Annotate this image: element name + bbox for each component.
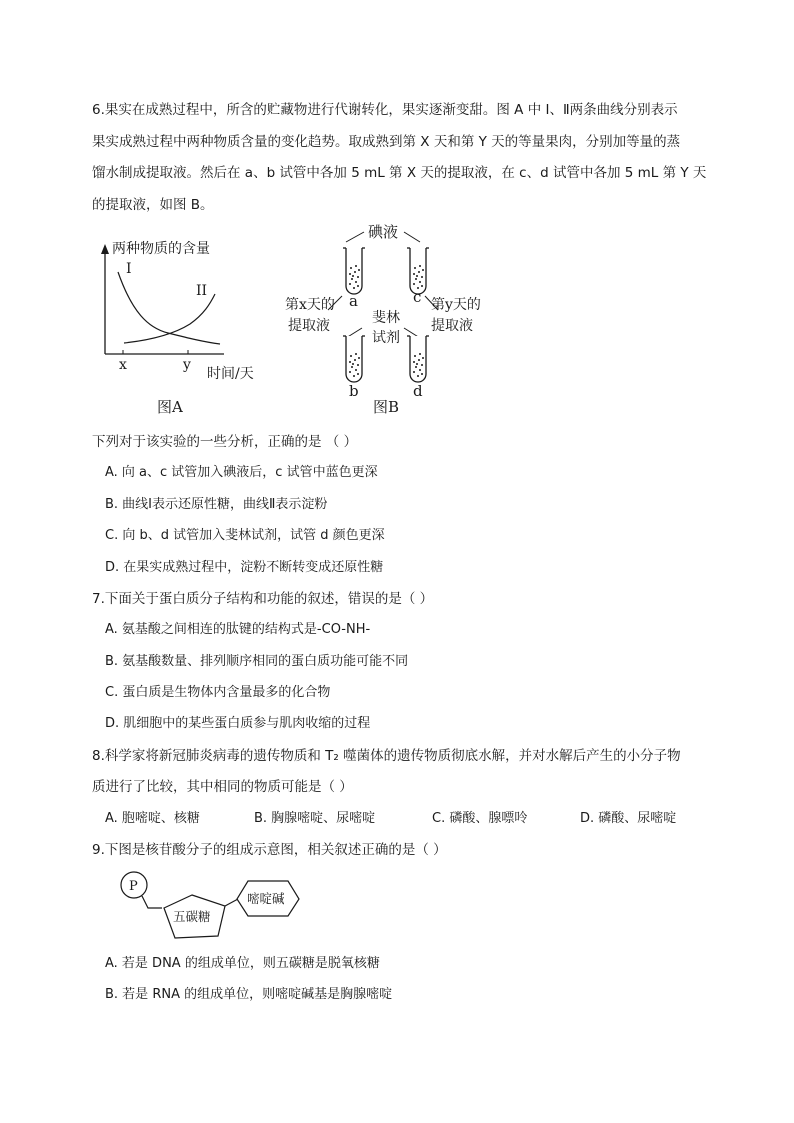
q9-stem: 9.下图是核苷酸分子的组成示意图，相关叙述正确的是（ ）: [92, 842, 447, 858]
q8-stem-line-1: 8.科学家将新冠肺炎病毒的遗传物质和 T₂ 噬菌体的遗传物质彻底水解，并对水解后产生的小分子物: [92, 748, 681, 764]
base-label: 嘧啶碱: [247, 891, 285, 906]
tube-d-label: d: [413, 382, 423, 400]
q7-option-a: A. 氨基酸之间相连的肽键的结构式是-CO-NH-: [105, 622, 371, 637]
fig-b-right-label-2: 提取液: [431, 318, 473, 334]
fig-b-left-label-1: 第x天的: [285, 297, 335, 313]
fig-a-tick-x-label: x: [119, 357, 127, 373]
tube-b-label: b: [349, 382, 359, 400]
fig-a-curve-1-label: I: [126, 261, 132, 277]
fig-b-mid-label-2: 试剂: [372, 330, 400, 346]
sugar-label: 五碳糖: [173, 909, 211, 924]
phosphate-label: P: [129, 879, 138, 894]
tube-a: [343, 248, 365, 294]
tube-a-label: a: [349, 292, 358, 310]
fig-a-y-arrow: [101, 244, 109, 254]
q7-option-d: D. 肌细胞中的某些蛋白质参与肌肉收缩的过程: [105, 716, 371, 731]
q6-line-1: 6.果实在成熟过程中，所含的贮藏物进行代谢转化，果实逐渐变甜。图 A 中 Ⅰ、Ⅱ两条曲线分别表示: [92, 102, 678, 118]
q7-option-b: B. 氨基酸数量、排列顺序相同的蛋白质功能可能不同: [105, 654, 409, 669]
base-bond: [225, 899, 238, 906]
q7-stem: 7.下面关于蛋白质分子结构和功能的叙述，错误的是（ ）: [92, 591, 434, 607]
fig-a-xlabel: 时间/天: [207, 366, 254, 382]
fig-a-ylabel: 两种物质的含量: [112, 241, 210, 257]
fig-a-curve-2: [124, 294, 215, 343]
q8-option-d: D. 磷酸、尿嘧啶: [580, 811, 677, 826]
fig-a-caption: 图A: [157, 398, 183, 416]
figure-b: [280, 218, 505, 418]
q7-option-c: C. 蛋白质是生物体内含量最多的化合物: [105, 685, 331, 700]
q6-line-2: 果实成熟过程中两种物质含量的变化趋势。取成熟到第 X 天和第 Y 天的等量果肉，分别加等量的蒸: [92, 134, 681, 150]
q6-option-b: B. 曲线Ⅰ表示还原性糖，曲线Ⅱ表示淀粉: [105, 497, 328, 512]
q6-line-4: 的提取液，如图 B。: [92, 197, 214, 213]
tube-c-label: c: [413, 288, 422, 306]
q8-option-b: B. 胸腺嘧啶、尿嘧啶: [254, 811, 376, 826]
phosphate-bond: [142, 896, 162, 908]
q8-options-row: [0, 809, 794, 829]
fig-a-tick-y-label: y: [183, 357, 191, 373]
q8-option-a: A. 胞嘧啶、核糖: [105, 811, 200, 826]
nucleotide-diagram: [112, 868, 312, 944]
tube-b: [343, 336, 365, 382]
q6-option-c: C. 向 b、d 试管加入斐林试剂，试管 d 颜色更深: [105, 528, 385, 543]
q8-stem-line-2: 质进行了比较，其中相同的物质可能是（ ）: [92, 779, 353, 795]
fig-b-mid-label-1: 斐林: [372, 310, 400, 326]
tube-d: [407, 336, 429, 382]
fig-b-caption: 图B: [373, 398, 400, 416]
fig-a-curve-2-label: II: [196, 283, 208, 299]
q6-option-a: A. 向 a、c 试管加入碘液后，c 试管中蓝色更深: [105, 465, 378, 480]
fig-b-top-reagent: 碘液: [368, 223, 399, 241]
q8-option-c: C. 磷酸、腺嘌呤: [432, 811, 528, 826]
figure-a: [92, 232, 272, 418]
q9-option-b: B. 若是 RNA 的组成单位，则嘧啶碱基是胸腺嘧啶: [105, 987, 393, 1002]
q6-option-d: D. 在果实成熟过程中，淀粉不断转变成还原性糖: [105, 560, 384, 575]
fig-b-left-label-2: 提取液: [288, 318, 330, 334]
q6-line-3: 馏水制成提取液。然后在 a、b 试管中各加 5 mL 第 X 天的提取液，在 c、d 试管中各加 5 mL 第 Y 天: [92, 165, 707, 181]
q6-stem: 下列对于该实验的一些分析，正确的是 （ ）: [92, 434, 358, 450]
q9-option-a: A. 若是 DNA 的组成单位，则五碳糖是脱氧核糖: [105, 956, 380, 971]
fig-b-right-label-1: 第y天的: [431, 297, 481, 313]
